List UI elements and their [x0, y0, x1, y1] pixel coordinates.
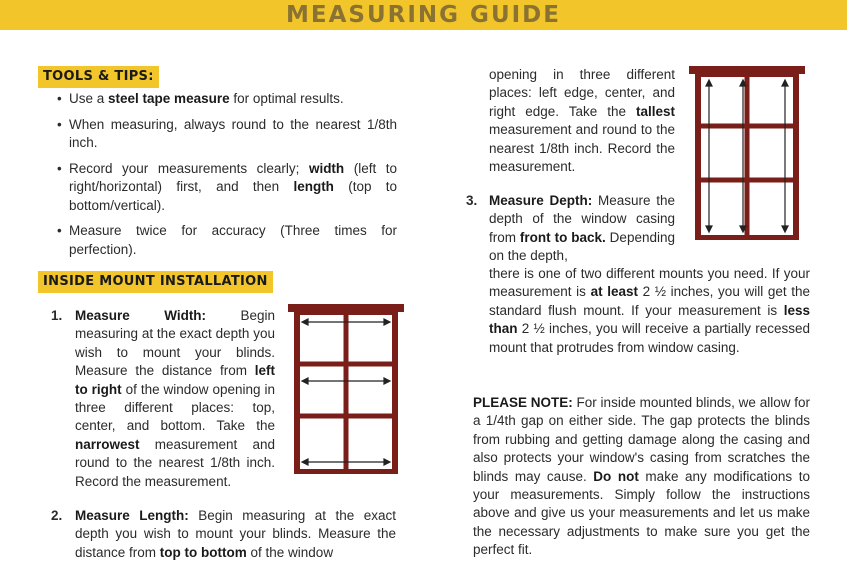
tip-item: • Record your measurements clearly; width (left to right/horizontal) first, and then length (top to bottom/vertical). [57, 160, 397, 216]
tools-tips-heading: TOOLS & TIPS: [38, 66, 159, 88]
step-3-number: 3. [466, 193, 478, 208]
guide-title-banner: MEASURING GUIDE [0, 0, 847, 30]
step-3-text-top: Measure Depth: Measure the depth of the window casing from front to back. Depending on the depth, [489, 193, 675, 264]
step-2-text: Measure Length: Begin measuring at the exact depth you wish to mount your blinds. Measure the distance from top to bottom of the window [75, 508, 397, 560]
tip-item: • Measure twice for accuracy (Three times for perfection). [57, 222, 397, 259]
please-note-text: PLEASE NOTE: For inside mounted blinds, we allow for a 1/4th gap on either side. The gap protects the blinds from rubbing and getting damage along the casing and also protects your window's casing from scratches the blinds may cause. Do not make any modifications to your measurements. Simply follow the instructions above and give us your measurements and let us make the necessary adjustments to make sure you get the perfect fit. [473, 395, 810, 558]
step-2-number: 2. [51, 508, 63, 523]
inside-mount-heading: INSIDE MOUNT INSTALLATION [38, 271, 273, 293]
step-1-text: Measure Width: Begin measuring at the exact depth you wish to mount your blinds. Measure the distance from left to right of the window opening in three different places: top, center, and bottom. Take the narrowest measurement and round to the nearest 1/8th inch. Record the measurement. [75, 308, 276, 489]
step-2-continued-text: opening in three different places: left edge, center, and right edge. Take the tallest measurement and round to the nearest 1/8th inch. Record the measurement. [489, 67, 675, 175]
tip-item: • When measuring, always round to the nearest 1/8th inch. [57, 116, 397, 153]
window-width-diagram-icon [288, 302, 406, 474]
tools-tips-list [57, 90, 397, 266]
tip-item: • Use a steel tape measure for optimal results. [57, 90, 397, 109]
step-1-number: 1. [51, 308, 63, 323]
window-length-diagram-icon [689, 64, 807, 240]
step-3-text-bottom: there is one of two different mounts you need. If your measurement is at least 2 ½ inches, you will get the standard flush mount. If your measurement is less than 2 ½ inches, you will receive a partially recessed mount that protrudes from window casing. [489, 266, 811, 355]
